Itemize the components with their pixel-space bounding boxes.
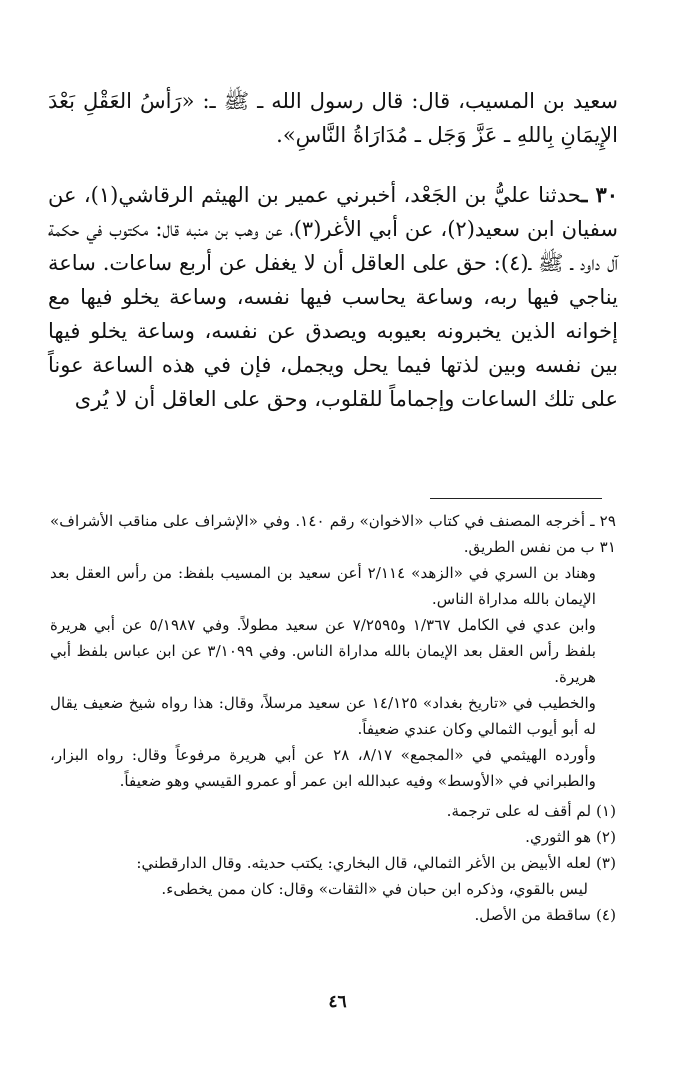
- page-number: ٤٦: [328, 992, 347, 1012]
- note-29-line: والخطيب في «تاريخ بغداد» ١٤/١٢٥ عن سعيد مرسلاً، وقال: هذا رواه شيخ ضعيف يقال له أبو أيوب الثمالي وكان عندي ضعيفاً.: [50, 694, 596, 738]
- paragraph-30: [48, 178, 618, 416]
- footnote-3: (٣) لعله الأبيض بن الأغر الثمالي، قال البخاري: يكتب حديثه. وقال الدارقطني:: [136, 854, 616, 872]
- footnote-3-continued: ليس بالقوي، وذكره ابن حبان في «الثقات» وقال: كان ممن يخطىء.: [161, 880, 588, 898]
- note-29-line: وأورده الهيثمي في «المجمع» ٨/١٧، ٢٨ عن أبي هريرة مرفوعاً وقال: رواه البزار، والطبراني في «الأوسط» وفيه عبدالله ابن عمر أو عمرو القيسي وهو ضعيفاً.: [50, 746, 596, 790]
- footnote-1: (١) لم أقف له على ترجمة.: [446, 802, 616, 820]
- footnote-4: (٤) ساقطة من الأصل.: [474, 906, 616, 924]
- footnotes-section: [50, 508, 616, 928]
- note-29-line: وابن عدي في الكامل ١/٣٦٧ و٧/٢٥٩٥ عن سعيد مطولاً. وفي ٥/١٩٨٧ عن أبي هريرة بلفظ رأس العقل بعد الإيمان بالله مداراة الناس. وفي ٣/١٠٩٩ عن ابن عباس بلفظ أبي هريرة.: [50, 616, 596, 686]
- footnote-separator: [430, 498, 602, 499]
- item-number: ٣٠ ـ: [581, 182, 618, 207]
- note-29-line: ٢٩ ـ أخرجه المصنف في كتاب «الاخوان» رقم ١٤٠. وفي «الإشراف على مناقب الأشراف» ٣١ ب من نفس الطريق.: [50, 512, 616, 556]
- main-text: [48, 84, 618, 416]
- continued-paragraph: سعيد بن المسيب، قال: قال رسول الله ـ ﷺ ـ: «رَأسُ العَقْلِ بَعْدَ الإِيمَانِ بِاللهِ ـ عَزَّ وَجَل ـ مُدَارَاةُ النَّاسِ».: [48, 89, 618, 147]
- note-29-line: وهناد بن السري في «الزهد» ٢/١١٤ أعن سعيد بن المسيب بلفظ: من رأس العقل بعد الإيمان بالله مداراة الناس.: [50, 564, 596, 608]
- footnote-2: (٢) هو الثوري.: [525, 828, 616, 846]
- item-text: حدثنا عليُّ بن الجَعْد، أخبرني عمير بن الهيثم الرقاشي(١)، عن سفيان ابن سعيد(٢)، عن أبي الأغر(٣)، عن وهب بن منبه قال: مكتوب في حكمة آل داود ـ ﷺ ـ(٤): حق على العاقل أن لا يغفل عن أربع ساعات. ساعة يناجي فيها ربه، وساعة يحاسب فيها نفسه، وساعة يخلو فيها مع إخوانه الذين يخبرونه بعيوبه ويصدق عن نفسه، وساعة يخلو فيها بين نفسه وبين لذتها فيما يحل ويجمل، فإن في هذه الساعة عوناً على تلك الساعات وإجماماً للقلوب، وحق على العاقل أن لا يُرى: [48, 183, 618, 411]
